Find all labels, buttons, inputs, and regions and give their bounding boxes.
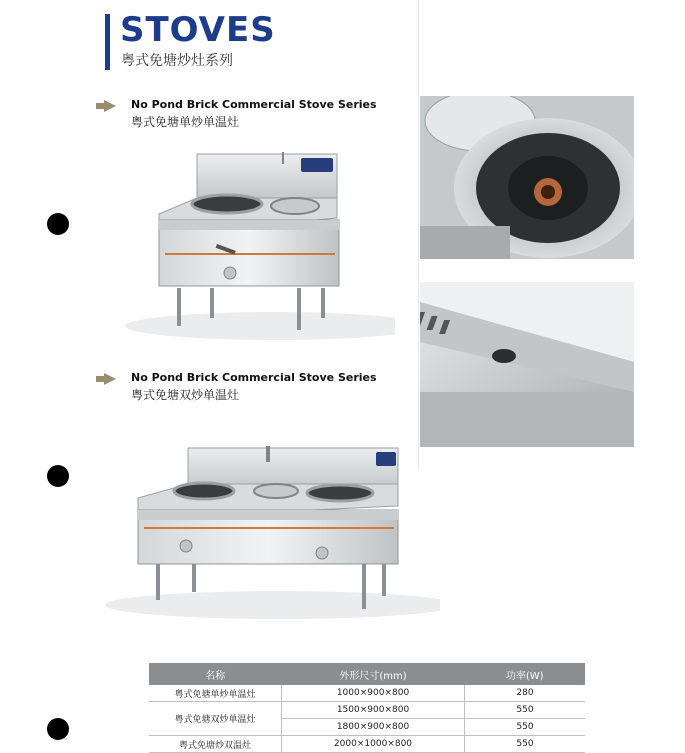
page-title: STOVES [120, 10, 276, 50]
col-header-size: 外形尺寸(mm) [282, 663, 465, 685]
row-name: 粤式免塘单炒单温灶 [149, 685, 282, 702]
spec-table [149, 663, 585, 753]
row-size: 1800×900×800 [282, 719, 465, 736]
arrow-right-icon [104, 373, 116, 385]
bullet-marker [47, 465, 69, 487]
drain-closeup-image [420, 282, 634, 447]
bullet-marker [47, 718, 69, 740]
page-subtitle: 粤式免塘炒灶系列 [121, 53, 233, 69]
row-size: 1000×900×800 [282, 685, 465, 702]
row-power: 550 [465, 736, 586, 753]
burner-closeup-image [420, 96, 634, 259]
product-1-title-en: No Pond Brick Commercial Stove Series [131, 98, 377, 111]
table-row [149, 685, 585, 702]
table-row [149, 702, 585, 719]
col-header-name: 名称 [149, 663, 282, 685]
bullet-marker [47, 213, 69, 235]
row-size: 2000×1000×800 [282, 736, 465, 753]
product-2-image [100, 440, 440, 620]
table-header-row [149, 663, 585, 685]
row-size: 1500×900×800 [282, 702, 465, 719]
column-divider [418, 0, 419, 470]
row-power: 280 [465, 685, 586, 702]
product-1-image [125, 148, 395, 343]
table-row [149, 736, 585, 753]
arrow-right-icon [104, 100, 116, 112]
row-name: 粤式免塘双炒单温灶 [149, 702, 282, 736]
product-2-title-cn: 粤式免塘双炒单温灶 [131, 388, 240, 402]
product-2-title-en: No Pond Brick Commercial Stove Series [131, 371, 377, 384]
row-name: 粤式免塘炒双温灶 [149, 736, 282, 753]
row-power: 550 [465, 702, 586, 719]
row-power: 550 [465, 719, 586, 736]
col-header-power: 功率(W) [465, 663, 586, 685]
title-accent-bar [105, 14, 110, 70]
product-1-title-cn: 粤式免塘单炒单温灶 [131, 115, 240, 129]
